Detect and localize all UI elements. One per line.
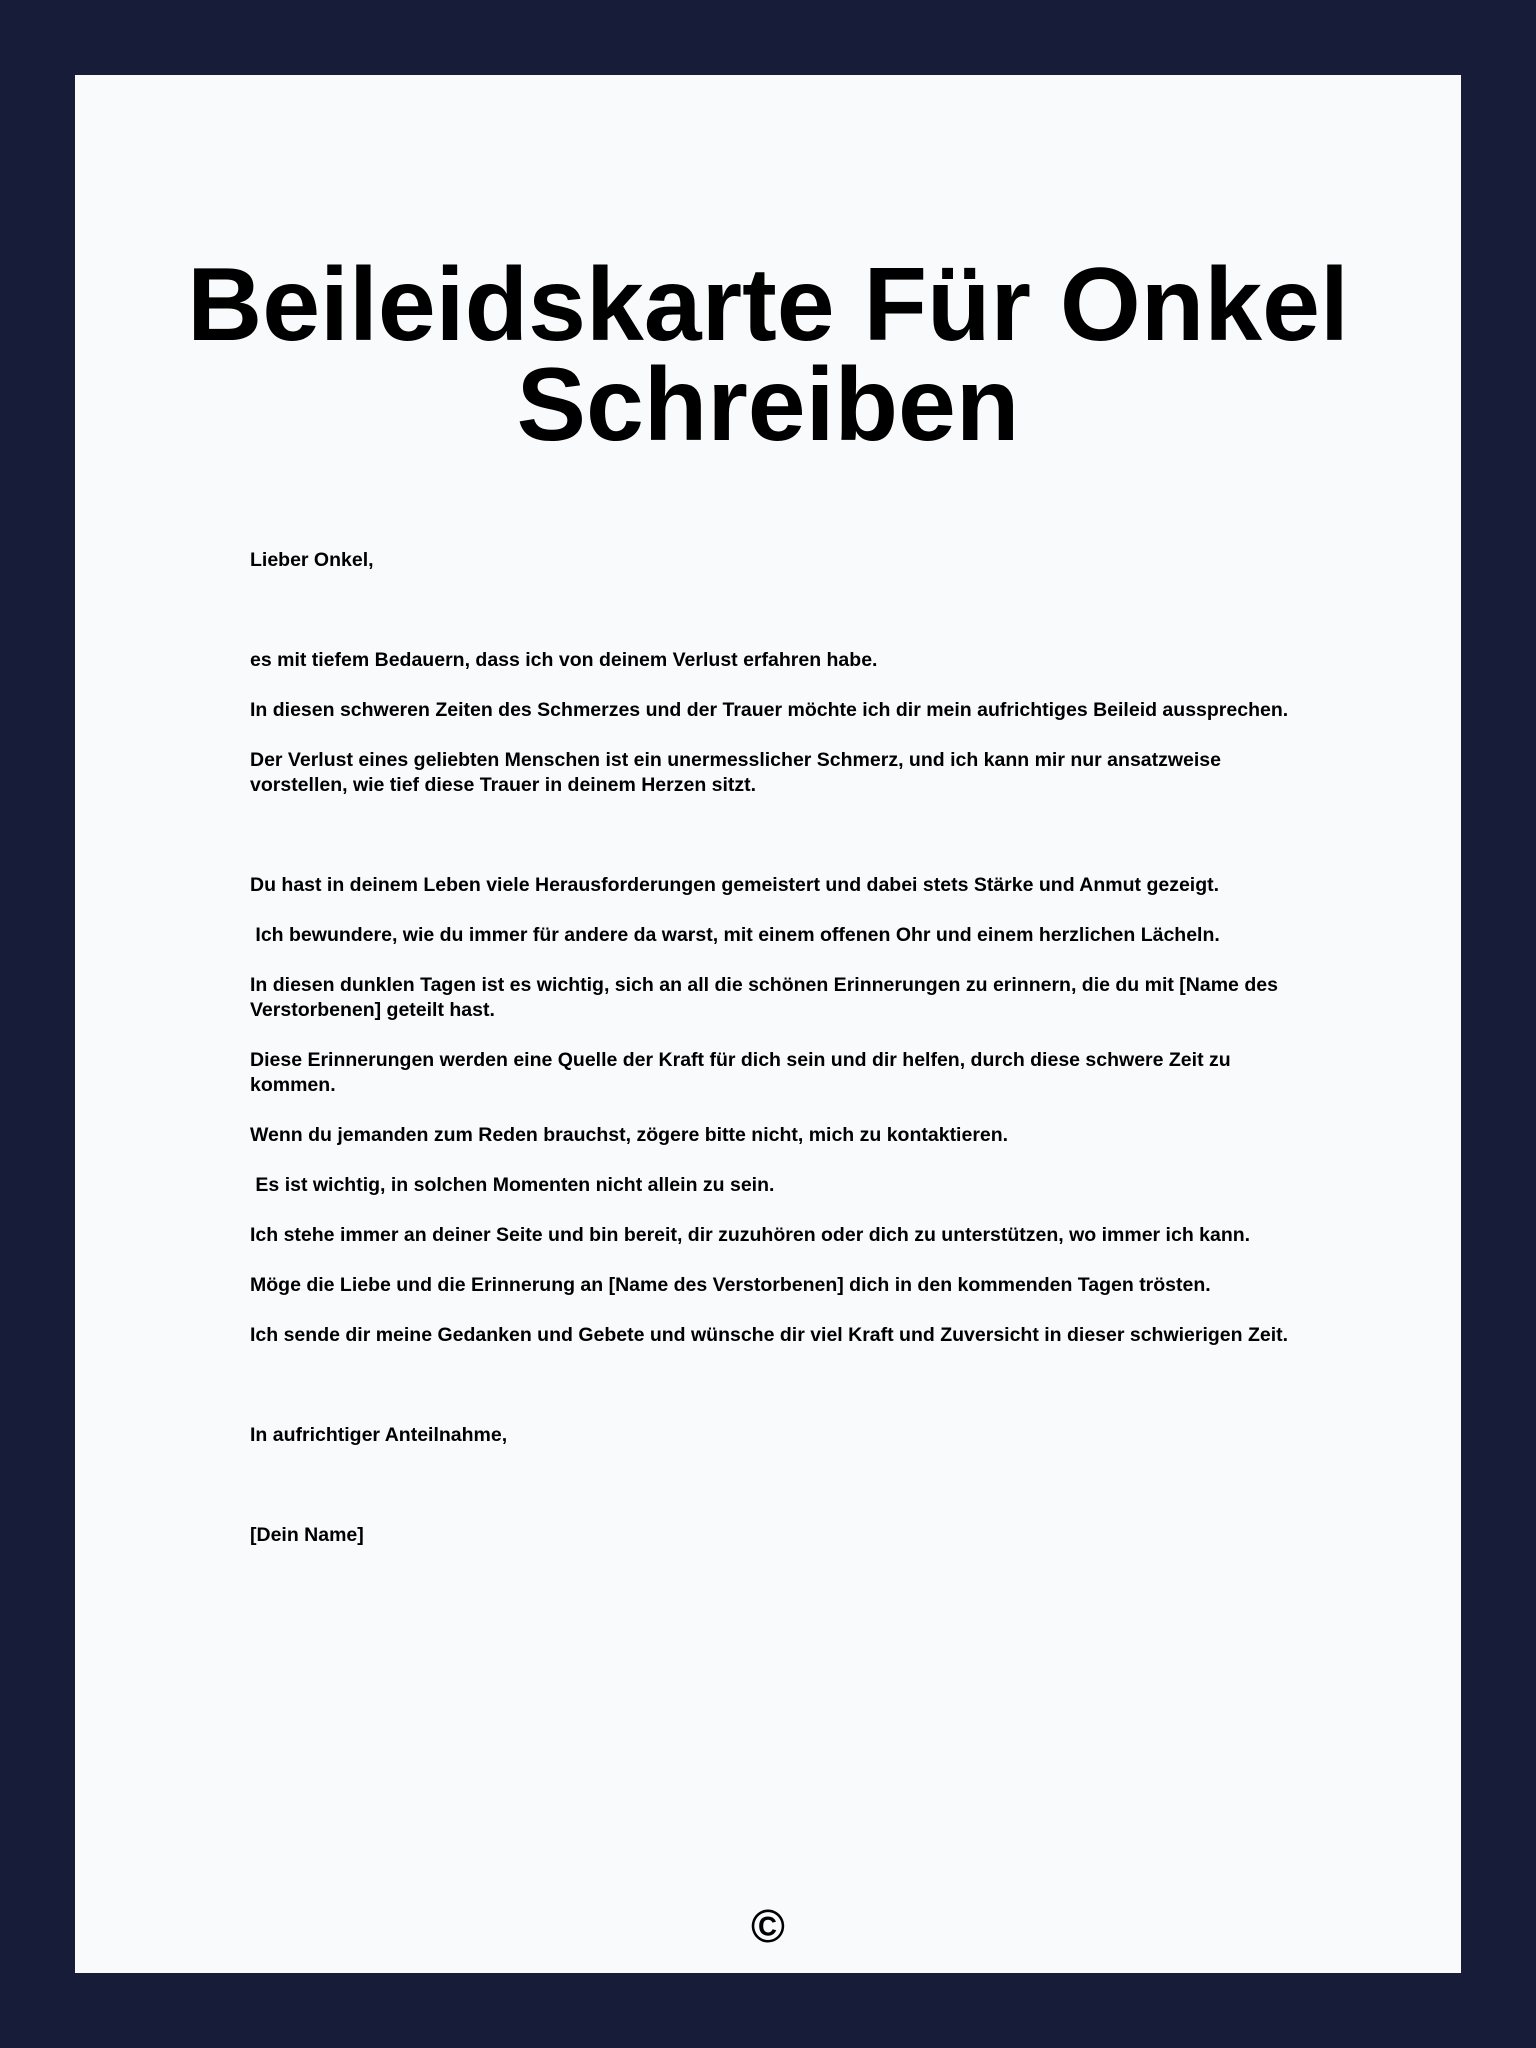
paragraph: Ich sende dir meine Gedanken und Gebete und wünsche dir viel Kraft und Zuversicht in dieser schwierigen Zeit. (250, 1324, 1289, 1346)
title-line-2: Schreiben (516, 347, 1020, 463)
signature: [Dein Name] (250, 1524, 364, 1546)
title-line-1: Beileidskarte Für Onkel (187, 247, 1349, 363)
copyright-symbol: © (751, 1900, 785, 1952)
paragraph: Diese Erinnerungen werden eine Quelle der Kraft für dich sein und dir helfen, durch diese schwere Zeit zu kommen. (250, 1049, 1237, 1096)
paragraph: Wenn du jemanden zum Reden brauchst, zögere bitte nicht, mich zu kontaktieren. (250, 1124, 1009, 1146)
paragraph: Ich stehe immer an deiner Seite und bin bereit, dir zuzuhören oder dich zu unterstützen, wo immer ich kann. (250, 1224, 1251, 1246)
paragraph: Es ist wichtig, in solchen Momenten nicht allein zu sein. (250, 1174, 775, 1196)
paragraph: Du hast in deinem Leben viele Herausforderungen gemeistert und dabei stets Stärke und Anmut gezeigt. (250, 874, 1220, 896)
paragraph: Ich bewundere, wie du immer für andere da warst, mit einem offenen Ohr und einem herzlichen Lächeln. (250, 924, 1220, 946)
page-title (75, 247, 1461, 463)
document-page (75, 75, 1461, 1973)
letter-body (250, 548, 1310, 1548)
paragraph: Der Verlust eines geliebten Menschen ist ein unermesslicher Schmerz, und ich kann mir nur ansatzweise vorstellen, wie tief diese Trauer in deinem Herzen sitzt. (250, 749, 1227, 796)
paragraph: Möge die Liebe und die Erinnerung an [Name des Verstorbenen] dich in den kommenden Tagen trösten. (250, 1274, 1211, 1296)
paragraph: In diesen dunklen Tagen ist es wichtig, sich an all die schönen Erinnerungen zu erinnern, die du mit [Name des Verstorbenen] geteilt hast. (250, 974, 1284, 1021)
paragraph: es mit tiefem Bedauern, dass ich von deinem Verlust erfahren habe. (250, 649, 878, 671)
salutation: Lieber Onkel, (250, 549, 374, 571)
closing: In aufrichtiger Anteilnahme, (250, 1424, 508, 1446)
paragraph: In diesen schweren Zeiten des Schmerzes und der Trauer möchte ich dir mein aufrichtiges Beileid aussprechen. (250, 699, 1289, 721)
